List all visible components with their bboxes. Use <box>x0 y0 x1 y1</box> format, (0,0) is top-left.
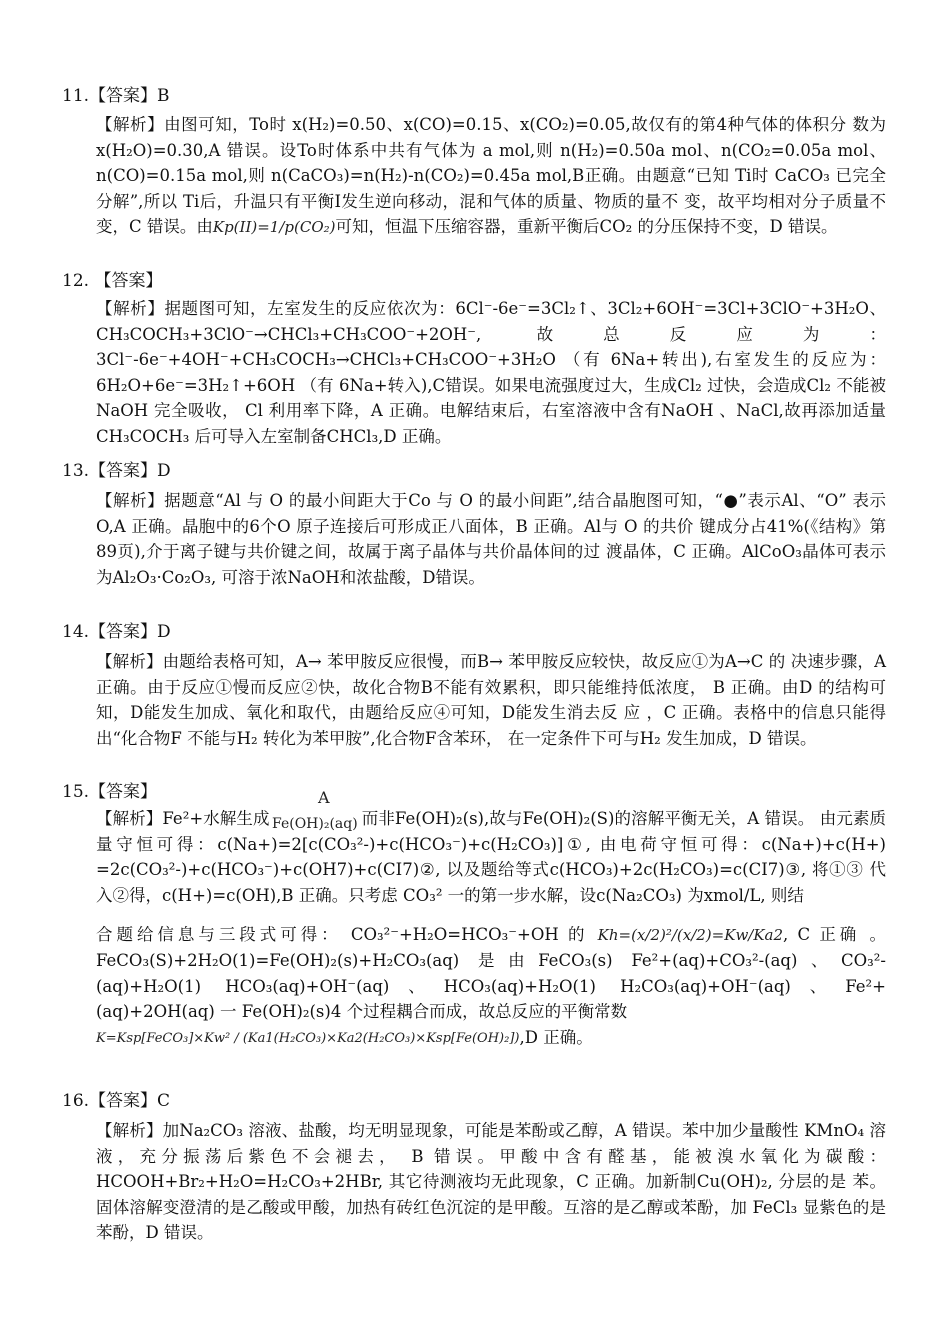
overlay-formula: Fe(OH)₂(aq) <box>272 816 358 832</box>
q15-tail: ,D 正确。 <box>519 1027 593 1047</box>
kh-formula: Kh=(x/2)²/(x/2)=Kw/Ka2 <box>597 925 784 944</box>
question-13-analysis <box>96 488 886 590</box>
q11-analysis-text: 【解析】由图可知，To时 x(H₂)=0.50、x(CO)=0.15、x(CO₂)=0.05,故仅有的第4种气体的体积分 数为x(H₂O)=0.30,A 错误。设To时体系中共有气体为 a mol,则 n(H₂)=0.50a mol、n(CO₂=0.05a mol、n(CO)=0.15a mol,则 n(CaCO₃)=n(H₂)-n(CO₂)=0.45a mol,B正确。由题意“已知 Ti时 CaCO₃ 已完全分解”,所以 Ti后，升温只有平衡Ⅰ发生逆向移动，混和气体的质量、物质的量不 变，故平均相对分子质量不变，C 错误。由 <box>96 115 886 236</box>
q14-analysis-text: 【解析】由题给表格可知，A→ 苯甲胺反应很慢，而B→ 苯甲胺反应较快，故反应①为A→C 的 决速步骤，A 正确。由于反应①慢而反应②快，故化合物B不能有效累积，即只能维持低浓度， B 正确。由D 的结构可知，D能发生加成、氧化和取代，由题给反应④可知，D能发生消去反 应 ，C 正确。表格中的信息只能得出“化合物F 不能与H₂ 转化为苯甲胺”,化合物F含苯环， 在一定条件下可与H₂ 发生加成，D 错误。 <box>96 652 886 748</box>
question-16-analysis <box>96 1118 886 1246</box>
overlay-letter-a: A <box>318 788 330 807</box>
question-11-answer: 11.【答案】B <box>62 86 170 106</box>
q13-analysis-text: 【解析】据题意“Al 与 O 的最小间距大于Co 与 O 的最小间距”,结合晶胞图可知，“●”表示Al、“O” 表示O,A 正确。晶胞中的6个O 原子连接后可形成正八面体，B 正确。Al与 O 的共价 键成分占41%(《结构》第89页),介于离子键与共价键之间，故属于离子晶体与共价晶体间的过 渡晶体，C 正确。AlCoO₃晶体可表示为Al₂O₃·Co₂O₃, 可溶于浓NaOH和浓盐酸，D错误。 <box>96 491 886 587</box>
question-15-answer: 15.【答案】 <box>62 782 158 802</box>
q12-analysis-text: 【解析】据题图可知，左室发生的反应依次为：6Cl⁻-6e⁻=3Cl₂↑、3Cl₂+6OH⁻=3Cl+3ClO⁻+3H₂O、CH₃COCH₃+3ClO⁻→CHCl₃+CH₃COO⁻+2OH⁻, 故总反应为：3Cl⁻-6e⁻+4OH⁻+CH₃COCH₃→CHCl₃+CH₃COO⁻+3H₂O （有 6Na+转出),右室发生的反应为：6H₂O+6e⁻=3H₂↑+6OH （有 6Na+转入),C错误。如果电流强度过大，生成Cl₂ 过快，会造成Cl₂ 不能被NaOH 完全吸收， Cl 利用率下降，A 正确。电解结束后，右室溶液中含有NaOH 、NaCl,故再添加适量CH₃COCH₃ 后可导入左室制备CHCl₃,D 正确。 <box>96 299 886 446</box>
question-13-answer: 13.【答案】D <box>62 461 171 481</box>
q15-text-c: 合题给信息与三段式可得： CO₃²⁻+H₂O=HCO₃⁻+OH 的 <box>96 925 589 944</box>
q15-text-a: 【解析】Fe²+水解生成 <box>96 809 270 828</box>
k-total-formula: K=Ksp[FeCO₃]×Kw² / (Ka1(H₂CO₃)×Ka2(H₂CO₃)×Ksp[Fe(OH)₂]) <box>96 1030 520 1046</box>
question-14-analysis <box>96 649 886 751</box>
q11-analysis-tail: 可知，恒温下压缩容器，重新平衡后CO₂ 的分压保持不变，D 错误。 <box>335 217 838 236</box>
question-14-answer: 14.【答案】D <box>62 622 171 642</box>
question-16-answer: 16.【答案】C <box>62 1091 171 1111</box>
q16-analysis-text: 【解析】加Na₂CO₃ 溶液、盐酸，均无明显现象，可能是苯酚或乙醇，A 错误。苯中加少量酸性 KMnO₄ 溶液，充分振荡后紫色不会褪去， B 错误。甲酸中含有醛基，能被溴水氧化为碳酸： HCOOH+Br₂+H₂O=H₂CO₃+2HBr, 其它待测液均无此现象，C 正确。加新制Cu(OH)₂, 分层的是 苯。固体溶解变澄清的是乙酸或甲酸，加热有砖红色沉淀的是甲酸。互溶的是乙醇或苯酚，加 FeCl₃ 显紫色的是苯酚，D 错误。 <box>96 1121 886 1242</box>
q15-text-d: , C 正确 。FeCO₃(S)+2H₂O(1)=Fe(OH)₂(s)+H₂CO₃(aq) 是由FeCO₃(s) Fe²+(aq)+CO₃²-(aq)、CO₃²-(aq)+H₂O(1) HCO₃(aq)+OH⁻(aq)、HCO₃(aq)+H₂O(1) H₂CO₃(aq)+OH⁻(aq)、Fe²+(aq)+2OH(aq) 一 Fe(OH)₂(s)4 个过程耦合而成，故总反应的平衡常数 <box>96 925 886 1022</box>
question-12-answer: 12. 【答案】 <box>62 271 163 291</box>
question-15-analysis <box>96 806 886 1051</box>
question-11-analysis <box>96 112 886 240</box>
question-12-analysis <box>96 296 886 449</box>
q15-text-b: 而非Fe(OH)₂(s),故与Fe(OH)₂(S)的溶解平衡无关，A 错误。 由元素质量守恒可得：c(Na+)=2[c(CO₃²-)+c(HCO₃⁻)+c(H₂CO₃)]①, 由电荷守恒可得：c(Na+)+c(H+) =2c(CO₃²-)+c(HCO₃⁻)+c(OH7)+c(CI7)②, 以及题给等式c(HCO₃)+2c(H₂CO₃)=c(CI7)③, 将①③ 代入②得，c(H+)=c(OH),B 正确。只考虑 CO₃² 一的第一步水解，设c(Na₂CO₃) 为xmol/L, 则结 <box>96 809 886 905</box>
kp-formula: Kp(II)=1/p(CO₂) <box>212 217 336 236</box>
